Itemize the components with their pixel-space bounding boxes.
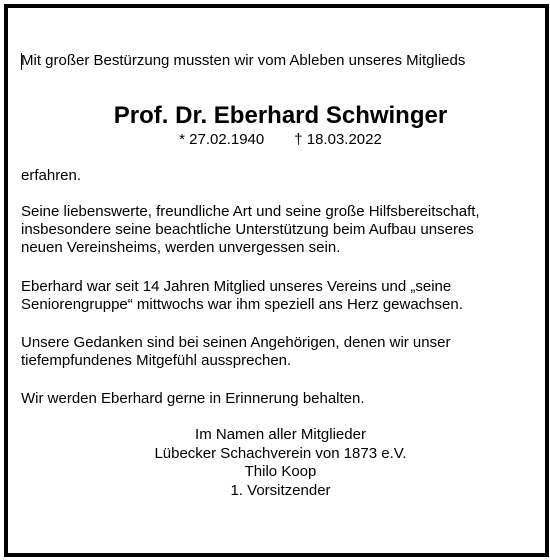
- paragraph-tribute: [21, 203, 541, 257]
- obituary-frame: [4, 4, 549, 557]
- signatory-name: Thilo Koop: [244, 463, 317, 480]
- text-line: Unsere Gedanken sind bei seinen Angehörigen, denen wir unser: [21, 334, 451, 351]
- text-line: neuen Vereinsheims, werden unvergessen sein.: [21, 239, 341, 256]
- text-line: erfahren.: [21, 167, 82, 184]
- text-line: insbesondere seine beachtliche Unterstützung beim Aufbau unseres: [21, 221, 474, 238]
- signoff-line: Im Namen aller Mitglieder: [195, 426, 366, 443]
- erfahren-line: [21, 167, 541, 185]
- death-date: † 18.03.2022: [294, 131, 382, 148]
- deceased-name: Prof. Dr. Eberhard Schwinger: [113, 102, 448, 129]
- text-line: tiefempfundenes Mitgefühl aussprechen.: [21, 352, 292, 369]
- text-line: Seniorengruppe“ mittwochs war ihm speziell ans Herz gewachsen.: [21, 296, 463, 313]
- club-name: Lübecker Schachverein von 1873 e.V.: [154, 444, 407, 462]
- text-line: Seine liebenswerte, freundliche Art und seine große Hilfsbereitschaft,: [21, 203, 480, 220]
- closing-line: [21, 390, 541, 408]
- intro-line: Mit großer Bestürzung mussten wir vom Ableben unseres Mitglieds: [21, 52, 466, 69]
- signoff-block: [8, 426, 550, 500]
- text-line: Eberhard war seit 14 Jahren Mitglied unseres Vereins und „seine: [21, 278, 452, 295]
- signatory-title: 1. Vorsitzender: [230, 481, 331, 499]
- paragraph-membership: [21, 278, 541, 314]
- text-line: Wir werden Eberhard gerne in Erinnerung behalten.: [21, 390, 365, 407]
- paragraph-condolences: [21, 334, 541, 370]
- life-dates: [8, 131, 550, 149]
- birth-date: * 27.02.1940: [179, 131, 265, 148]
